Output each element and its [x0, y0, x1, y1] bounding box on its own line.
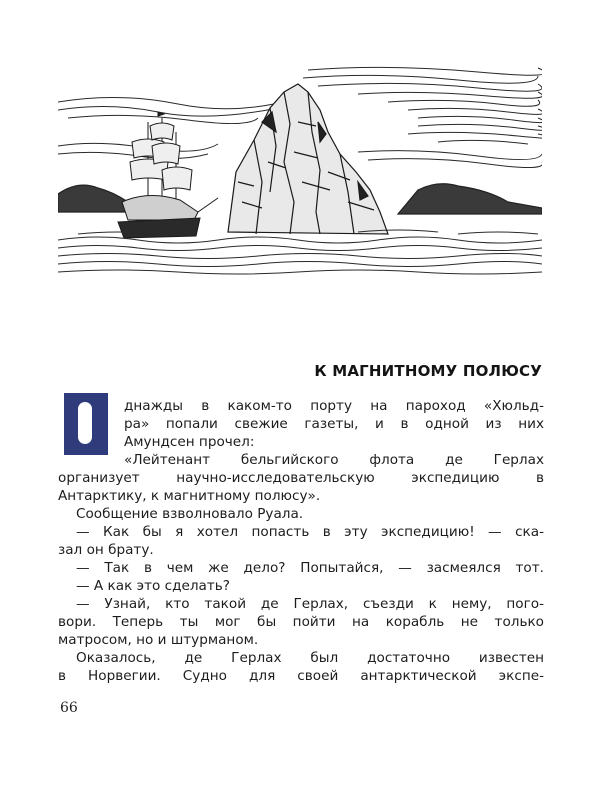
text-line-7: Сообщение взволновало Руала. [76, 506, 304, 522]
text-line-15: Оказалось, де Герлах был достаточно известен [76, 650, 544, 666]
text-line-2: ра» попали свежие газеты, и в одной из них [124, 416, 544, 432]
text-line-11: — А как это сделать? [76, 578, 231, 594]
text-line-3: Амундсен прочел: [124, 434, 255, 450]
text-line-12: — Узнай, кто такой де Герлах, съезди к нему, пого- [76, 596, 544, 612]
text-line-1: днажды в каком-то порту на пароход «Хюльд- [124, 398, 544, 414]
iceberg [228, 84, 388, 234]
text-line-10: — Так в чем же дело? Попытайся, — засмеялся тот. [76, 560, 544, 576]
text-line-5: организует научно-исследовательскую экспедицию в [58, 470, 544, 486]
text-line-8: — Как бы я хотел попасть в эту экспедицию! — ска- [76, 524, 544, 540]
text-line-14: матросом, но и штурманом. [58, 632, 259, 648]
sailing-ship [118, 112, 218, 238]
page-number: 66 [60, 700, 78, 716]
text-line-6: Антарктику, к магнитному полюсу». [58, 488, 321, 504]
text-line-9: зал он брату. [58, 542, 154, 558]
chapter-title: К МАГНИТНОМУ ПОЛЮСУ [314, 362, 542, 380]
ship-iceberg-illustration [58, 62, 542, 278]
text-line-13: вори. Теперь ты мог бы пойти на корабль не только [58, 614, 544, 630]
text-line-16: в Норвегии. Судно для своей антарктической экспе- [58, 668, 544, 684]
text-line-4: «Лейтенант бельгийского флота де Герлах [124, 452, 544, 468]
drop-cap [64, 393, 108, 455]
